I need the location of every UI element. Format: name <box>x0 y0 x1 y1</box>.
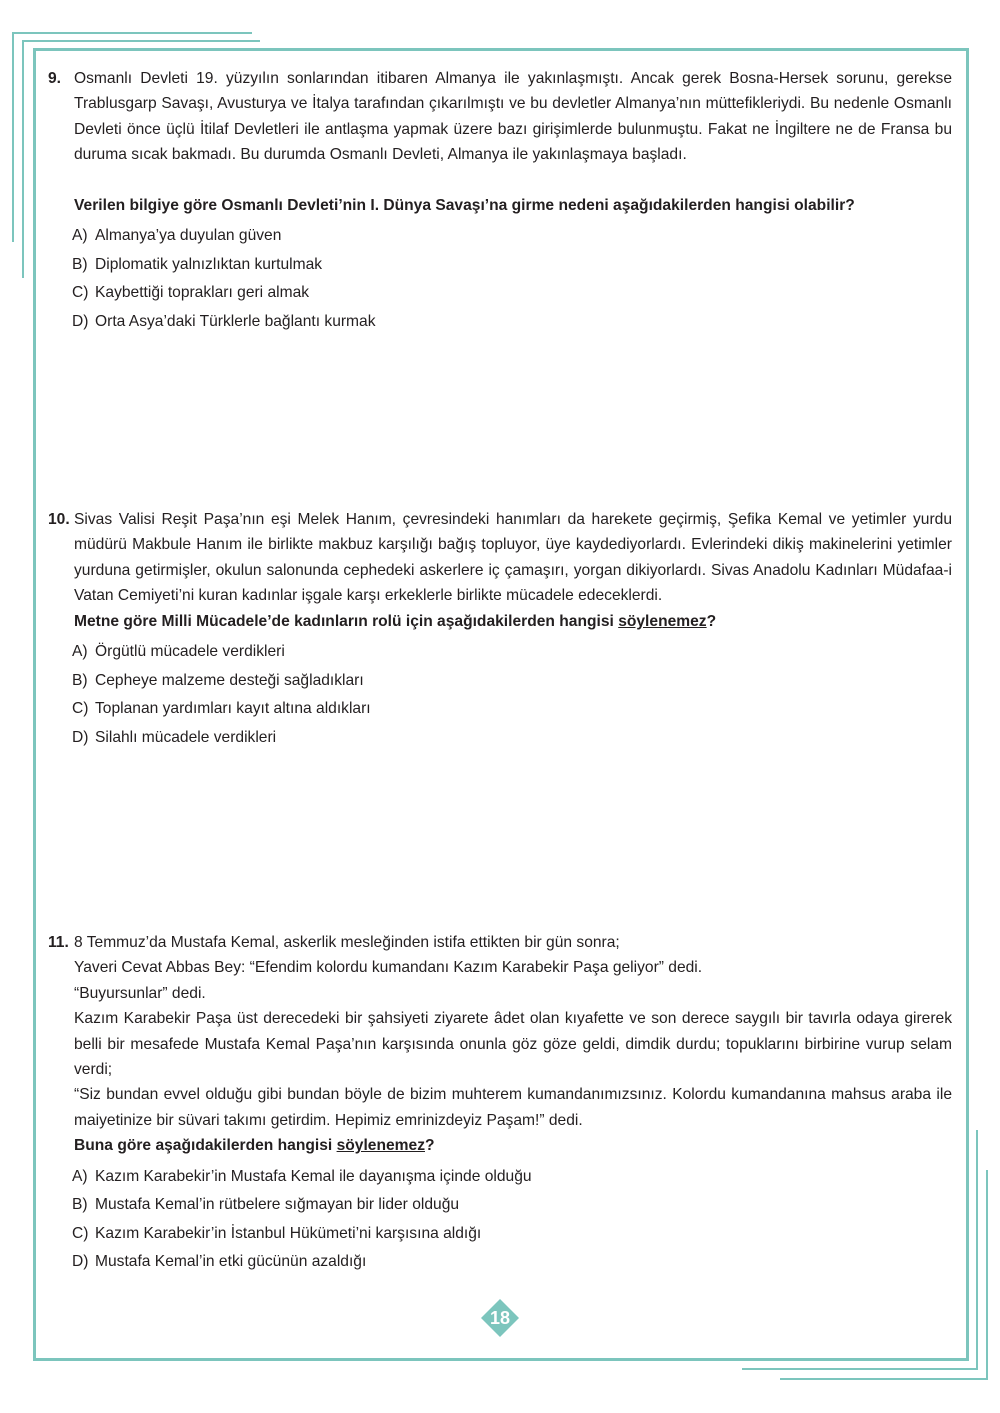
question-stem: Metne göre Milli Mücadele’de kadınların rolü için aşağıdakilerden hangisi söylenemez? <box>74 612 717 630</box>
question-number: 9. <box>48 70 62 87</box>
negative-keyword: söylenemez <box>336 1137 425 1155</box>
frame-top <box>33 48 969 51</box>
accent-bottom-1 <box>742 1368 978 1370</box>
frame-left <box>33 48 36 1361</box>
page-number-badge <box>480 1298 520 1338</box>
question-passage-line: “Buyursunlar” dedi. <box>74 984 206 1002</box>
frame-right <box>966 48 969 1361</box>
option-d[interactable]: D) Mustafa Kemal’in etki gücünün azaldığı <box>72 1253 367 1271</box>
question-body <box>74 507 952 634</box>
negative-keyword: söylenemez <box>618 612 707 630</box>
question-number: 11. <box>48 934 69 951</box>
accent-bottom-2 <box>780 1378 988 1380</box>
accent-left-1 <box>12 32 14 242</box>
question-body <box>74 66 952 218</box>
question-passage-line: 8 Temmuz’da Mustafa Kemal, askerlik mesleğinden istifa ettikten bir gün sonra; <box>74 934 620 951</box>
option-c[interactable]: C) Kaybettiği toprakları geri almak <box>72 284 310 302</box>
question-stem: Verilen bilgiye göre Osmanlı Devleti’nin I. Dünya Savaşı’na girme nedeni aşağıdakilerden hangisi olabilir? <box>74 196 855 214</box>
question-passage-line: “Siz bundan evvel olduğu gibi bundan böyle de bizim muhterem kumandanımızsınız. Kolordu kumandanına mahsus araba ile maiyetinize bir süvari takımı getirdim. Hepimiz emrinizdeyiz Paşam!” dedi. <box>74 1086 952 1129</box>
question-11 <box>48 930 952 1277</box>
frame-bottom <box>33 1358 969 1361</box>
question-number: 10. <box>48 511 70 528</box>
question-stem: Buna göre aşağıdakilerden hangisi söylenemez? <box>74 1137 435 1155</box>
question-passage-line: Yaveri Cevat Abbas Bey: “Efendim kolordu kumandanı Kazım Karabekir Paşa geliyor” dedi. <box>74 959 703 977</box>
accent-top-2 <box>22 40 260 42</box>
option-b[interactable]: B) Diplomatik yalnızlıktan kurtulmak <box>72 255 323 273</box>
question-body <box>74 930 952 1159</box>
options-list <box>72 638 952 752</box>
question-passage: Osmanlı Devleti 19. yüzyılın sonlarından itibaren Almanya ile yakınlaşmıştı. Ancak gerek Bosna-Hersek sorunu, gerekse Trablusgarp Savaşı, Avusturya ve İtalya tarafından çıkarılmıştı ve bu devletler Almanya’nın müttefikleriydi. Bu nedenle Osmanlı Devleti önce üçlü İtilaf Devletleri ile antlaşma yapmak üzere bazı girişimlerde bulunmuştu. Fakat ne İngiltere ne de Fransa bu duruma sıcak bakmadı. Bu durumda Osmanlı Devleti, Almanya ile yakınlaşmaya başladı. <box>74 70 952 164</box>
option-c[interactable]: C) Kazım Karabekir’in İstanbul Hükümeti’ni karşısına aldığı <box>72 1224 482 1242</box>
option-a[interactable]: A) Örgütlü mücadele verdikleri <box>72 643 285 661</box>
question-10 <box>48 507 952 752</box>
question-9 <box>48 66 952 336</box>
question-passage: Sivas Valisi Reşit Paşa’nın eşi Melek Hanım, çevresindeki hanımları da harekete geçirmiş, Şefika Kemal ve yetimler yurdu müdürü Makbule Hanım ile birlikte makbuz karşılığı bağış topluyor, üye kaydediyorlardı. Evlerindeki dikiş makinelerini yetimler yurduna getirmişler, okulun salonunda cephedeki askerlere iç çamaşırı, yorgan dikiyorlardı. Sivas Anadolu Kadınları Müdafaa-i Vatan Cemiyeti’ni kuran kadınlar işgale karşı erkeklerle birlikte mücadele edeceklerdi. <box>74 511 952 605</box>
option-d[interactable]: D) Orta Asya’daki Türklerle bağlantı kurmak <box>72 312 376 330</box>
accent-right-1 <box>976 1130 978 1370</box>
question-passage-line: Kazım Karabekir Paşa üst derecedeki bir şahsiyeti ziyarete âdet olan kıyafette ve son derece saygılı bir tavırla odaya girerek belli bir mesafede Mustafa Kemal Paşa’nın karşısında onunla göz göze geldi, dimdik durdu; topuklarını birbirine vurup selam verdi; <box>74 1010 952 1079</box>
options-list <box>72 222 952 336</box>
option-d[interactable]: D) Silahlı mücadele verdikleri <box>72 728 277 746</box>
option-c[interactable]: C) Toplanan yardımları kayıt altına aldıkları <box>72 700 371 718</box>
page-number: 18 <box>489 1308 511 1328</box>
accent-right-2 <box>986 1170 988 1380</box>
accent-left-2 <box>22 40 24 278</box>
options-list <box>72 1163 952 1277</box>
option-a[interactable]: A) Kazım Karabekir’in Mustafa Kemal ile dayanışma içinde olduğu <box>72 1167 532 1185</box>
accent-top-1 <box>12 32 252 34</box>
option-b[interactable]: B) Mustafa Kemal’in rütbelere sığmayan bir lider olduğu <box>72 1196 460 1214</box>
option-b[interactable]: B) Cepheye malzeme desteği sağladıkları <box>72 671 364 689</box>
option-a[interactable]: A) Almanya’ya duyulan güven <box>72 227 282 245</box>
